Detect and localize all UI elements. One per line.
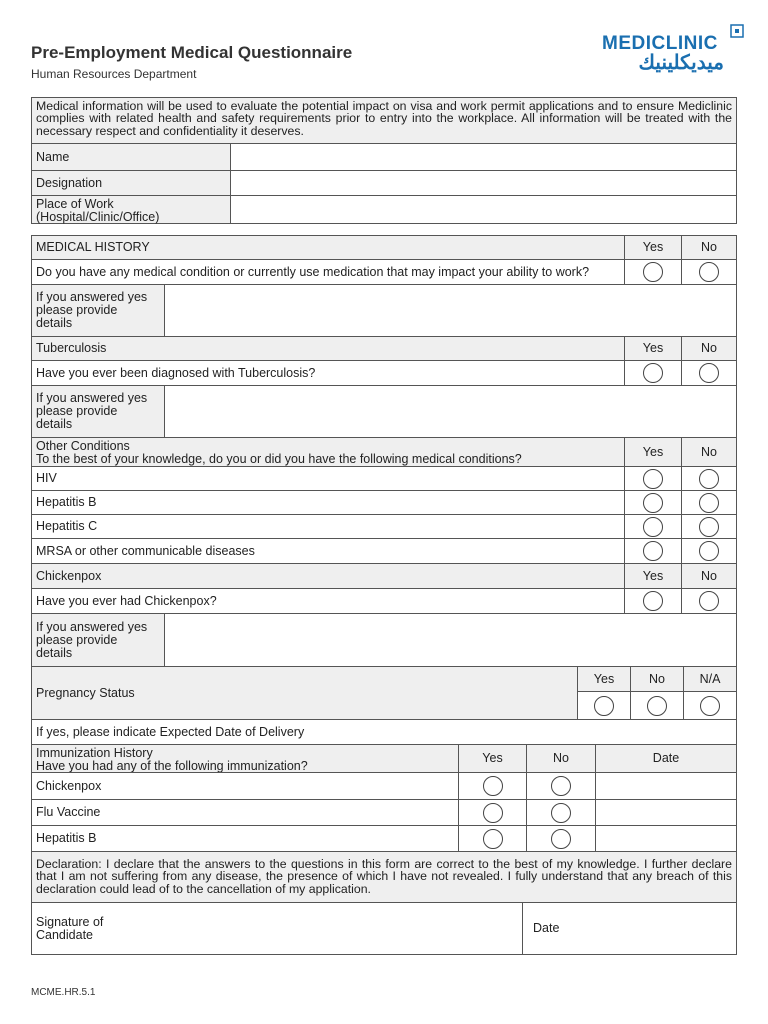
logo-mark-icon [730,24,744,38]
immunization-no-cell [526,772,596,800]
immunization-heading [31,744,459,773]
details-line3: details [36,417,73,431]
hiv-no-radio[interactable] [699,469,719,489]
signature-date-field[interactable] [522,902,737,955]
details-line2: please provide [36,303,118,317]
immunization-row-label: Chickenpox [31,772,459,800]
pregnancy-no-radio[interactable] [647,696,667,716]
immunization-question: Have you had any of the following immunization? [36,759,308,773]
condition-no-cell [681,538,737,564]
condition-yes-cell [624,538,682,564]
imm-hepb-yes-radio[interactable] [483,829,503,849]
imm-flu-yes-radio[interactable] [483,803,503,823]
condition-row-label: HIV [31,466,625,491]
details-line1: If you answered yes [36,619,148,634]
pregnancy-na-cell [683,691,737,720]
tuberculosis-yes-cell [624,360,682,386]
condition-yes-cell [624,490,682,515]
chickenpox-details-field[interactable] [164,613,737,667]
pregnancy-yes-cell [577,691,631,720]
logo-text-en: MEDICLINIC [602,33,718,54]
pregnancy-yes-header: Yes [577,666,631,692]
place-of-work-field[interactable] [230,195,737,224]
condition-yes-cell [624,466,682,491]
department-label: Human Resources Department [31,67,197,81]
imm-flu-date-field[interactable] [595,799,737,826]
medical-history-no-cell [681,259,737,285]
medical-history-details-label [31,284,165,337]
chickenpox-heading: Chickenpox [31,563,625,589]
signature-label-line1: Signature of [36,914,104,929]
expected-delivery-field[interactable]: If yes, please indicate Expected Date of Delivery [31,719,737,745]
other-conditions-no-header: No [681,437,737,467]
condition-no-cell [681,490,737,515]
mrsa-yes-radio[interactable] [643,541,663,561]
name-field[interactable] [230,143,737,171]
immunization-no-cell [526,799,596,826]
condition-row-label: Hepatitis C [31,514,625,539]
hepatitis-b-yes-radio[interactable] [643,493,663,513]
hepatitis-b-no-radio[interactable] [699,493,719,513]
tuberculosis-heading: Tuberculosis [31,336,625,361]
medical-history-yes-radio[interactable] [643,262,663,282]
signature-date-label: Date [533,921,560,935]
name-label: Name [31,143,231,171]
hiv-yes-radio[interactable] [643,469,663,489]
medical-history-no-radio[interactable] [699,262,719,282]
tuberculosis-question: Have you ever been diagnosed with Tuberculosis? [31,360,625,386]
imm-hepb-no-radio[interactable] [551,829,571,849]
place-label-line1: Place of Work [36,197,114,211]
imm-hepb-date-field[interactable] [595,825,737,852]
chickenpox-no-radio[interactable] [699,591,719,611]
tuberculosis-yes-header: Yes [624,336,682,361]
logo-text-ar: ميديكلينيك [638,52,724,74]
pregnancy-na-radio[interactable] [700,696,720,716]
immunization-row-label: Hepatitis B [31,825,459,852]
signature-field[interactable] [31,902,523,955]
medical-history-no-header: No [681,235,737,260]
condition-row-label: MRSA or other communicable diseases [31,538,625,564]
medical-history-yes-header: Yes [624,235,682,260]
imm-chickenpox-yes-radio[interactable] [483,776,503,796]
details-line2: please provide [36,632,118,647]
condition-no-cell [681,466,737,491]
chickenpox-yes-radio[interactable] [643,591,663,611]
tuberculosis-no-cell [681,360,737,386]
immunization-yes-cell [458,772,527,800]
details-line2: please provide [36,404,118,418]
tuberculosis-no-radio[interactable] [699,363,719,383]
immunization-date-header: Date [595,744,737,773]
immunization-yes-cell [458,825,527,852]
tuberculosis-yes-radio[interactable] [643,363,663,383]
place-of-work-label [31,195,231,224]
details-line1: If you answered yes [36,391,148,405]
pregnancy-no-cell [630,691,684,720]
declaration-text: Declaration: I declare that the answers to the questions in this form are correct to the best of my knowledge. I further declare that I am not suffering from any disease, the presence of which I have not revealed. I fully understand that any breach of this declaration could lead of to the cancellation of my application. [31,851,737,903]
designation-label: Designation [31,170,231,196]
hepatitis-c-yes-radio[interactable] [643,517,663,537]
pregnancy-yes-radio[interactable] [594,696,614,716]
immunization-no-header: No [526,744,596,773]
pregnancy-status-label: Pregnancy Status [31,666,578,720]
imm-chickenpox-no-radio[interactable] [551,776,571,796]
other-conditions-title: Other Conditions [36,439,130,453]
mediclinic-logo [602,24,742,74]
other-conditions-yes-header: Yes [624,437,682,467]
designation-field[interactable] [230,170,737,196]
chickenpox-no-header: No [681,563,737,589]
immunization-no-cell [526,825,596,852]
chickenpox-no-cell [681,588,737,614]
place-label-line2: (Hospital/Clinic/Office) [36,210,160,224]
chickenpox-yes-cell [624,588,682,614]
chickenpox-yes-header: Yes [624,563,682,589]
hepatitis-c-no-radio[interactable] [699,517,719,537]
details-line3: details [36,316,73,330]
medical-history-question: Do you have any medical condition or currently use medication that may impact your ability to work? [31,259,625,285]
tuberculosis-details-field[interactable] [164,385,737,438]
page-title: Pre-Employment Medical Questionnaire [31,43,353,62]
imm-chickenpox-date-field[interactable] [595,772,737,800]
condition-yes-cell [624,514,682,539]
details-line1: If you answered yes [36,290,148,304]
immunization-yes-cell [458,799,527,826]
condition-row-label: Hepatitis B [31,490,625,515]
signature-label-line2: Candidate [36,927,93,942]
chickenpox-question: Have you ever had Chickenpox? [31,588,625,614]
intro-notice: Medical information will be used to evaluate the potential impact on visa and work permit applications and to ensure Mediclinic complies with related health and safety requirements prior to entry into the workplace. All information will be treated with the necessary respect and confidentiality it deserves. [31,97,737,144]
medical-history-details-field[interactable] [164,284,737,337]
other-conditions-question: To the best of your knowledge, do you or did you have the following medical conditions? [36,452,522,466]
condition-no-cell [681,514,737,539]
tuberculosis-details-label [31,385,165,438]
immunization-title: Immunization History [36,746,153,760]
immunization-row-label: Flu Vaccine [31,799,459,826]
medical-history-heading: MEDICAL HISTORY [31,235,625,260]
mrsa-no-radio[interactable] [699,541,719,561]
details-line3: details [36,645,73,660]
pregnancy-no-header: No [630,666,684,692]
imm-flu-no-radio[interactable] [551,803,571,823]
medical-history-yes-cell [624,259,682,285]
immunization-yes-header: Yes [458,744,527,773]
other-conditions-heading [31,437,625,467]
pregnancy-na-header: N/A [683,666,737,692]
tuberculosis-no-header: No [681,336,737,361]
chickenpox-details-label [31,613,165,667]
form-code: MCME.HR.5.1 [31,987,96,998]
